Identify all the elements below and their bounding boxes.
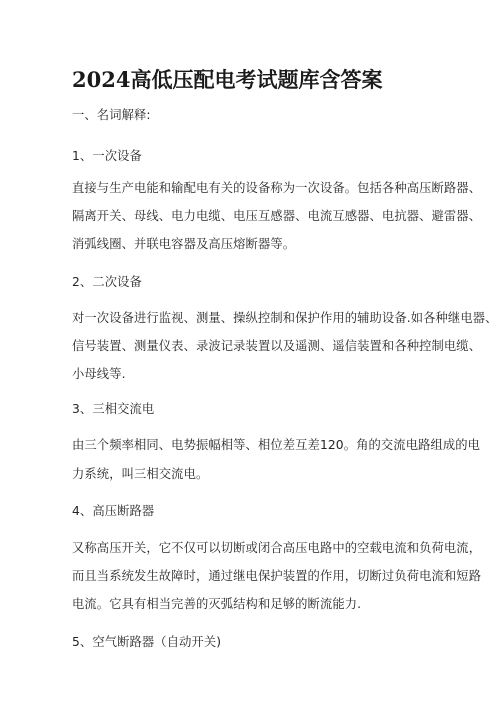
term-1-line-3: 消弧线圈、并联电容器及高压熔断器等。 (72, 237, 296, 251)
term-4-line-1: 又称高压开关，它不仅可以切断或闭合高压电路中的空载电流和负荷电流， (72, 541, 482, 555)
term-4-line-2: 而且当系统发生故障时，通过继电保护装置的作用，切断过负荷电流和短路 (72, 569, 482, 583)
term-heading-5: 5、空气断路器（自动开关) (72, 635, 222, 649)
term-2-line-2: 信号装置、测量仪表、录波记录装置以及遥测、遥信装置和各种控制电缆、 (72, 339, 482, 353)
term-3-line-1: 由三个频率相同、电势振幅相等、相位差互差120。角的交流电路组成的电 (72, 438, 481, 452)
section-heading: 一、名词解释: (72, 108, 151, 122)
term-4-line-3: 电流。它具有相当完善的灭弧结构和足够的断流能力. (72, 597, 362, 611)
term-3-line-2: 力系统，叫三相交流电。 (72, 467, 209, 481)
term-heading-4: 4、高压断路器 (72, 504, 155, 518)
term-heading-1: 1、一次设备 (72, 149, 142, 163)
term-2-line-3: 小母线等. (72, 367, 126, 381)
term-2-line-1: 对一次设备进行监视、测量、操纵控制和保护作用的辅助设备.如各种继电器、 (72, 311, 498, 325)
document-title: 2024高低压配电考试题库含答案 (72, 67, 383, 92)
term-heading-3: 3、三相交流电 (72, 402, 155, 416)
term-heading-2: 2、二次设备 (72, 275, 142, 289)
term-1-line-2: 隔离开关、母线、电力电缆、电压互感器、电流互感器、电抗器、避雷器、 (72, 209, 482, 223)
term-1-line-1: 直接与生产电能和输配电有关的设备称为一次设备。包括各种高压断路器、 (72, 181, 482, 195)
